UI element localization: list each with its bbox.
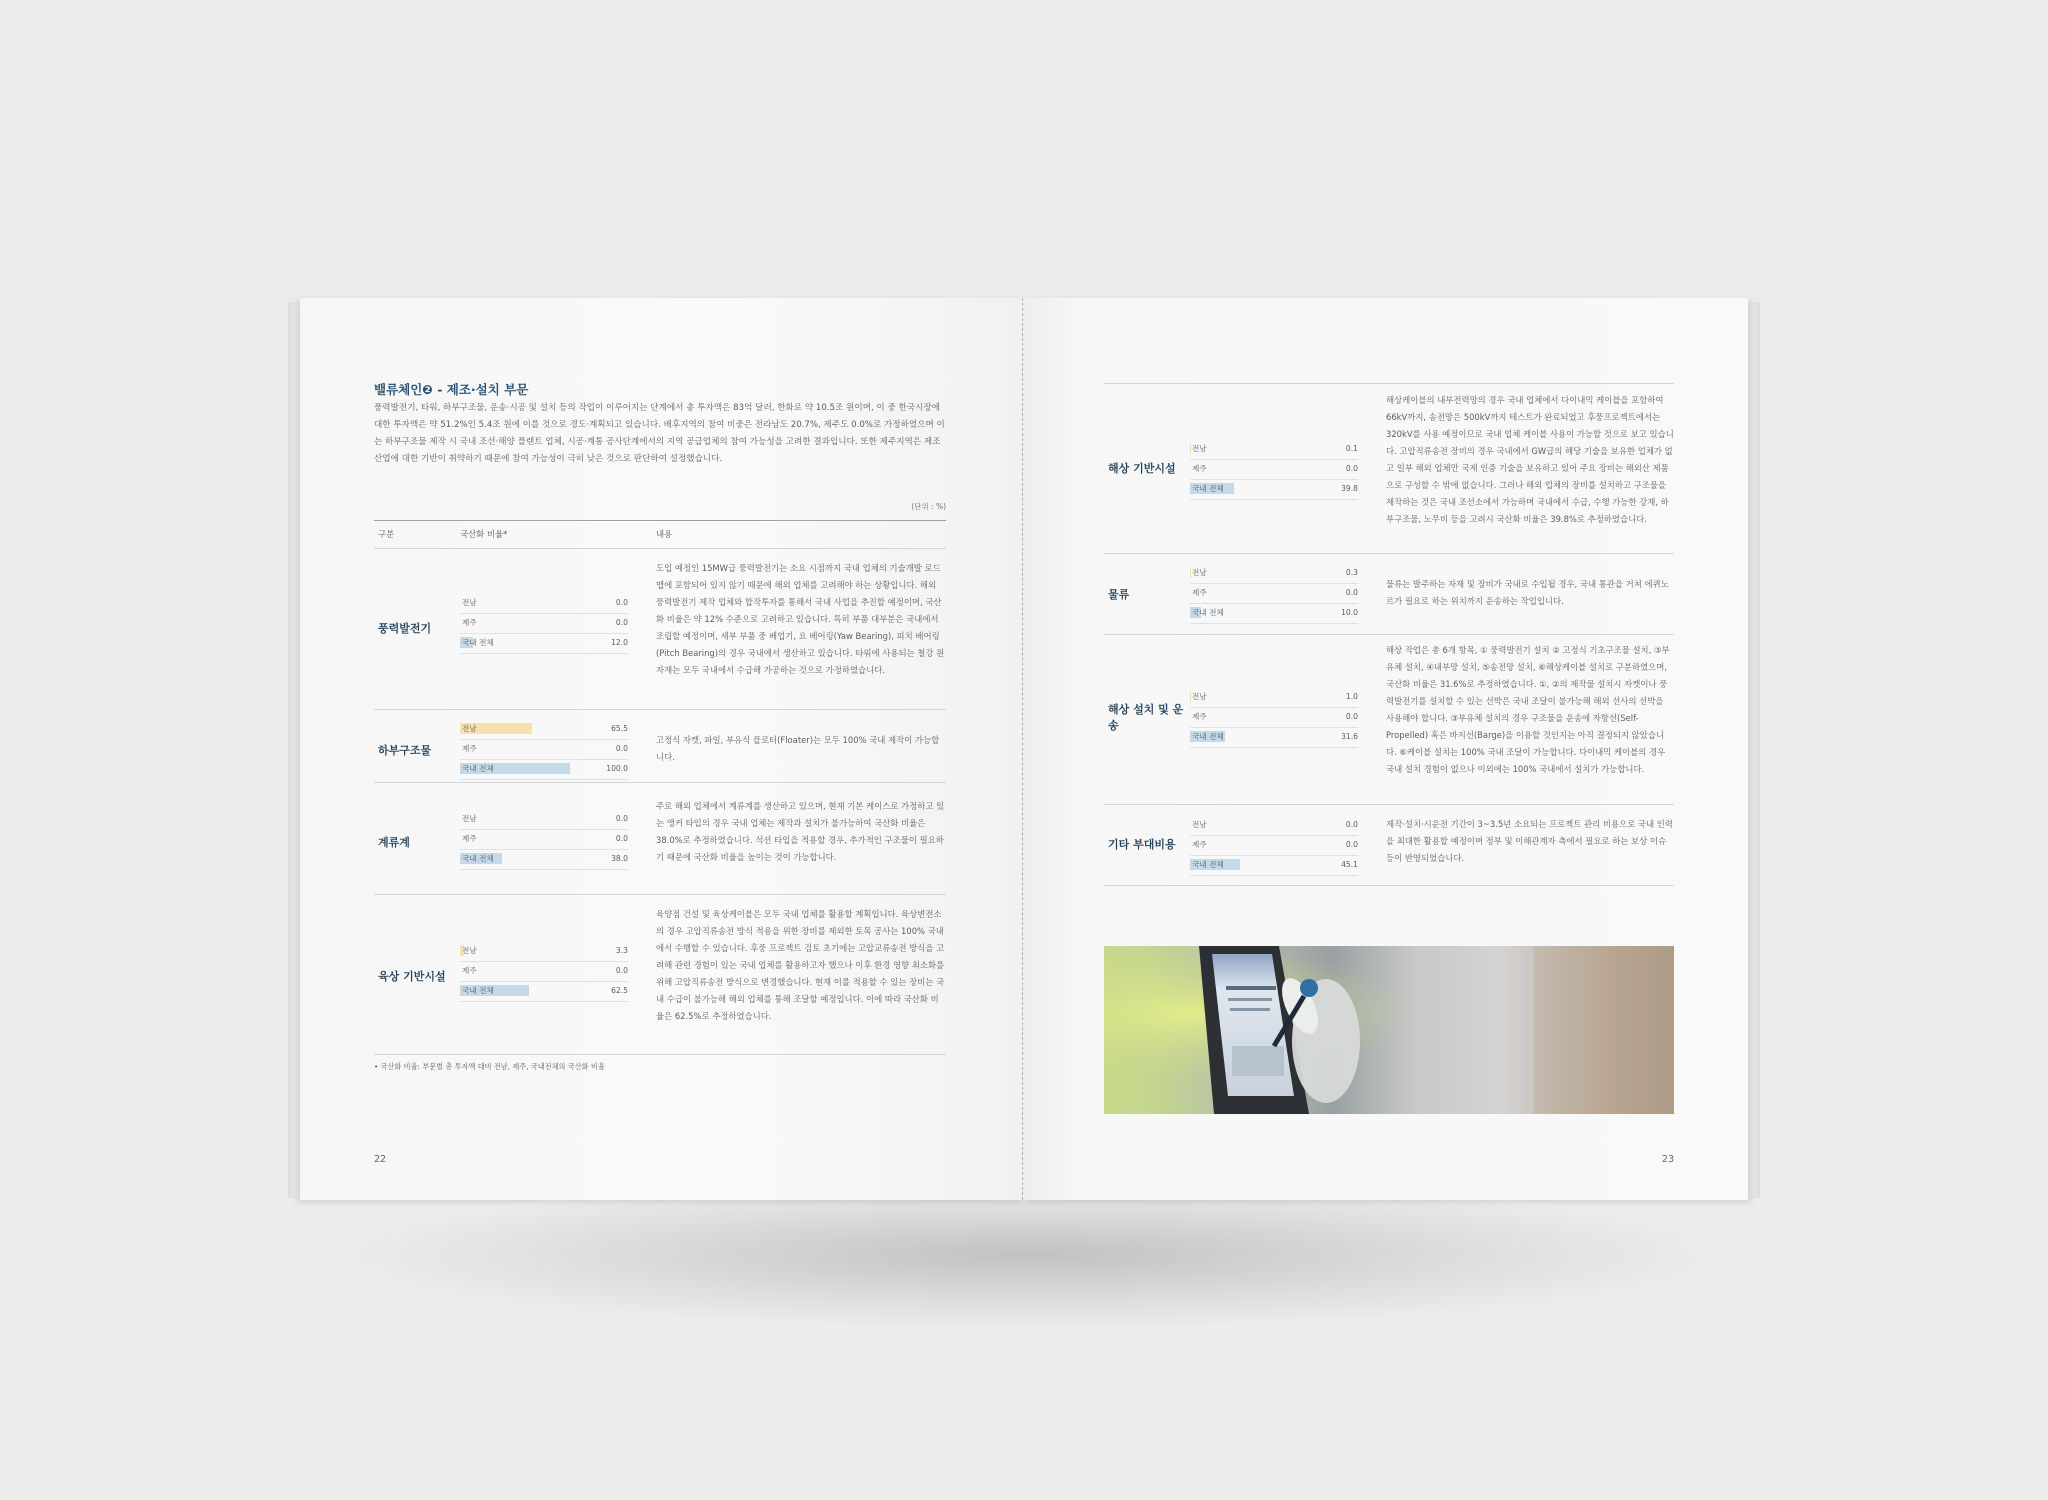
ratio-bar-group bbox=[1190, 688, 1358, 748]
ratio-bar-region: 국내 전체 bbox=[462, 638, 494, 647]
ratio-bar-row bbox=[1190, 728, 1358, 748]
page-number: 22 bbox=[374, 1154, 387, 1165]
ratio-bar-region: 국내 전체 bbox=[462, 764, 494, 773]
header-ratio: 국산화 비율* bbox=[460, 529, 508, 539]
row-description: 제작·설치·시운전 기간이 3~3.5년 소요되는 프로젝트 관리 비용으로 국내 인력을 최대한 활용할 예정이며 정부 및 이해관계자 측에서 필요로 하는 보상 이슈 등이 반영되었습니다. bbox=[1386, 819, 1673, 863]
ratio-bar-row bbox=[1190, 460, 1358, 480]
row-label: 물류 bbox=[1108, 588, 1130, 601]
header-bottom-rule bbox=[374, 548, 946, 549]
ratio-bar-region: 제주 bbox=[1192, 588, 1207, 597]
book-shadow bbox=[330, 1180, 1730, 1330]
ratio-bar-row bbox=[460, 962, 628, 982]
table-bottom-rule bbox=[1104, 885, 1674, 886]
ratio-bar-region: 제주 bbox=[1192, 464, 1207, 473]
ratio-bar-group bbox=[1190, 440, 1358, 500]
ratio-bar-value: 0.0 bbox=[615, 744, 628, 753]
intro-paragraph: 풍력발전기, 타워, 하부구조물, 운송·시공 및 설치 등의 작업이 이루어지는 단계에서 총 투자액은 83억 달러, 한화로 약 10.5조 원이며, 이 중 한국시장에 대한 투자액은 약 51.2%인 5.4조 원에 이를 것으로 경도·계획되고 있습니다. 배후지역의 참여 비중은 전라남도 20.7%, 제주도 0.0%로 가정하였으며 이는 하부구조물 제작 시 국내 조선·해양 플랜트 업체, 시공·계통 공사단계에서의 지역 공급업체의 참여 가능성을 고려한 결과입니다. 또한 제주지역은 제조 산업에 대한 기반이 취약하기 때문에 참여 가능성이 극히 낮은 것으로 판단하여 설정했습니다. bbox=[374, 403, 945, 464]
table-top-rule bbox=[1104, 383, 1674, 384]
unit-label: (단위 : %) bbox=[911, 502, 946, 511]
ratio-bar-row bbox=[1190, 480, 1358, 500]
ratio-bar-region: 국내 전체 bbox=[1192, 732, 1224, 741]
photo-worker-tablet bbox=[1104, 946, 1674, 1114]
ratio-bar-region: 국내 전체 bbox=[462, 986, 494, 995]
row-description: 육양점 건설 및 육상케이블은 모두 국내 업체를 활용할 계획입니다. 육상변전소의 경우 고압직류송전 방식 적용을 위한 장비를 제외한 토목 공사는 100% 국내에서 수행할 수 있습니다. 후풍 프로젝트 검토 초기에는 고압교류송전 방식을 고려해 관련 경험이 있는 국내 업체를 활용하고자 했으나 이후 환경 영향 최소화를 위해 고압직류송전 방식으로 변경했습니다. 현재 이를 적용할 수 있는 장비는 국내 수급이 불가능해 해외 업체를 통해 조달할 예정입니다. 이에 따라 국산화 비율은 62.5%로 추정하였습니다. bbox=[656, 909, 945, 1021]
book-edge-left bbox=[288, 302, 300, 1198]
ratio-bar-value: 0.1 bbox=[1345, 444, 1358, 453]
ratio-bar-region: 제주 bbox=[462, 966, 477, 975]
table-top-rule bbox=[374, 520, 946, 521]
page-title: 밸류체인❷ - 제조·설치 부문 bbox=[374, 382, 529, 397]
ratio-bar-value: 39.8 bbox=[1341, 484, 1358, 493]
ratio-bar-region: 전남 bbox=[1192, 444, 1207, 453]
ratio-bar-region: 제주 bbox=[462, 744, 477, 753]
ratio-bar-region: 제주 bbox=[462, 834, 477, 843]
row-label: 해상 설치 및 운송 bbox=[1108, 703, 1184, 732]
book-gutter bbox=[1022, 298, 1027, 1200]
ratio-bar-fill bbox=[1190, 691, 1191, 702]
ratio-bar-value: 31.6 bbox=[1341, 732, 1358, 741]
ratio-bar-value: 38.0 bbox=[611, 854, 628, 863]
ratio-bar-group bbox=[460, 594, 628, 654]
page-number: 23 bbox=[1661, 1154, 1674, 1165]
ratio-bar-value: 62.5 bbox=[611, 986, 628, 995]
row-description: 주로 해외 업체에서 계류계를 생산하고 있으며, 현재 기본 케이스로 가정하고 있는 앵커 타입의 경우 국내 업체는 제작과 설치가 불가능하여 국산화 비율은 38.0%로 추정하였습니다. 석션 타입을 적용할 경우, 추가적인 구조물이 필요하기 때문에 국산화 비율을 높이는 것이 가능합니다. bbox=[656, 801, 945, 862]
ratio-bar-value: 0.0 bbox=[615, 618, 628, 627]
ratio-bar-value: 0.0 bbox=[1345, 712, 1358, 721]
ratio-bar-row bbox=[460, 942, 628, 962]
ratio-bar-value: 0.0 bbox=[1345, 840, 1358, 849]
ratio-bar-region: 전남 bbox=[1192, 568, 1207, 577]
ratio-bar-region: 전남 bbox=[462, 724, 477, 733]
ratio-bar-value: 0.0 bbox=[615, 966, 628, 975]
ratio-bar-region: 제주 bbox=[1192, 712, 1207, 721]
open-book-spread bbox=[300, 298, 1748, 1200]
row-label: 기타 부대비용 bbox=[1108, 838, 1176, 851]
row-divider bbox=[1104, 804, 1674, 805]
ratio-bar-row bbox=[460, 594, 628, 614]
row-label: 풍력발전기 bbox=[378, 622, 432, 635]
ratio-bar-row bbox=[1190, 856, 1358, 876]
ratio-bar-value: 12.0 bbox=[611, 638, 628, 647]
ratio-bar-region: 전남 bbox=[462, 814, 477, 823]
ratio-bar-group bbox=[460, 720, 628, 780]
ratio-bar-value: 3.3 bbox=[615, 946, 628, 955]
book-edge-right bbox=[1748, 302, 1760, 1198]
ratio-bar-row bbox=[1190, 604, 1358, 624]
ratio-bar-region: 국내 전체 bbox=[1192, 608, 1224, 617]
row-divider bbox=[1104, 553, 1674, 554]
ratio-bar-value: 0.0 bbox=[615, 814, 628, 823]
row-divider bbox=[374, 782, 946, 783]
ratio-bar-region: 전남 bbox=[462, 598, 477, 607]
ratio-bar-row bbox=[460, 720, 628, 740]
ratio-bar-row bbox=[460, 634, 628, 654]
ratio-bar-group bbox=[460, 810, 628, 870]
ratio-bar-value: 0.0 bbox=[1345, 820, 1358, 829]
row-label: 계류계 bbox=[378, 836, 410, 849]
ratio-bar-group bbox=[1190, 816, 1358, 876]
ratio-bar-value: 0.0 bbox=[615, 834, 628, 843]
row-description: 해상 작업은 총 6개 항목, ① 풍력발전기 설치 ② 고정식 기초구조물 설치, ③부유체 설치, ④내부망 설치, ⑤송전망 설치, ⑥해상케이블 설치로 구분하였으며, 국산화 비율은 31.6%로 추정하였습니다. ①, ②의 제작물 설치시 자켓이나 풍력발전기를 설치할 수 있는 선박은 국내 조달이 불가능해 해외 선사의 선박을 사용해야 합니다. ③부유체 설치의 경우 구조물을 운송에 자항선(Self-Propelled) 혹은 바지선(Barge)을 이용할 것인지는 아직 결정되지 않았습니다. ⑥케이블 설치는 100% 국내 조달이 가능합니다. 다이내믹 케이블의 경우 국내 설치 경험이 없으나 이외에는 100% 국내에서 설치가 가능합니다. bbox=[1386, 645, 1670, 774]
ratio-bar-row bbox=[460, 740, 628, 760]
photo-illustration bbox=[1104, 946, 1674, 1114]
ratio-bar-row bbox=[460, 614, 628, 634]
ratio-bar-region: 국내 전체 bbox=[1192, 484, 1224, 493]
ratio-bar-row bbox=[460, 830, 628, 850]
ratio-bar-region: 전남 bbox=[1192, 692, 1207, 701]
ratio-bar-row bbox=[460, 760, 628, 780]
row-divider bbox=[374, 894, 946, 895]
ratio-bar-group bbox=[460, 942, 628, 1002]
ratio-bar-value: 10.0 bbox=[1341, 608, 1358, 617]
ratio-bar-value: 1.0 bbox=[1345, 692, 1358, 701]
ratio-bar-row bbox=[1190, 584, 1358, 604]
ratio-bar-row bbox=[460, 810, 628, 830]
ratio-bar-row bbox=[1190, 688, 1358, 708]
ratio-bar-value: 65.5 bbox=[611, 724, 628, 733]
ratio-bar-row bbox=[1190, 564, 1358, 584]
ratio-bar-region: 전남 bbox=[1192, 820, 1207, 829]
ratio-bar-region: 국내 전체 bbox=[1192, 860, 1224, 869]
table-bottom-rule bbox=[374, 1054, 946, 1055]
ratio-bar-row bbox=[460, 982, 628, 1002]
row-description: 도입 예정인 15MW급 풍력발전기는 소요 시점까지 국내 업체의 기술개발 로드맵에 포함되어 있지 않기 때문에 해외 업체를 고려해야 하는 상황입니다. 해외 풍력발전기 제작 업체와 합작투자를 통해서 국내 사업을 추진할 예정이며, 국산화 비율은 약 12% 수준으로 고려하고 있습니다. 특히 부품 대부분은 국내에서 조립할 예정이며, 세부 부품 중 베업기, 요 베어링(Yaw Bearing), 피치 베어링(Pitch Bearing)의 경우 국내에서 생산하고 있습니다. 타워에 사용되는 철강 원자재는 모두 국내에서 수급해 가공하는 것으로 가정하였습니다. bbox=[656, 563, 945, 675]
header-category: 구분 bbox=[378, 529, 395, 539]
ratio-bar-region: 제주 bbox=[1192, 840, 1207, 849]
ratio-bar-row bbox=[1190, 816, 1358, 836]
ratio-bar-row bbox=[1190, 708, 1358, 728]
ratio-bar-group bbox=[1190, 564, 1358, 624]
ratio-bar-value: 100.0 bbox=[606, 764, 628, 773]
footnote: • 국산화 비율: 부문별 총 투자액 대비 전남, 제주, 국내전체의 국산화 비율 bbox=[374, 1062, 605, 1071]
row-label: 육상 기반시설 bbox=[378, 970, 446, 983]
ratio-bar-value: 0.0 bbox=[1345, 464, 1358, 473]
row-label: 해상 기반시설 bbox=[1108, 462, 1176, 475]
ratio-bar-value: 0.0 bbox=[1345, 588, 1358, 597]
ratio-bar-value: 45.1 bbox=[1341, 860, 1358, 869]
ratio-bar-row bbox=[460, 850, 628, 870]
header-content: 내용 bbox=[656, 529, 673, 539]
left-page bbox=[300, 298, 1024, 1200]
ratio-bar-value: 0.3 bbox=[1345, 568, 1358, 577]
ratio-bar-region: 국내 전체 bbox=[462, 854, 494, 863]
row-description: 물류는 발주하는 자재 및 장비가 국내로 수입될 경우, 국내 통관을 거쳐 에퀴노르가 필요로 하는 위치까지 운송하는 작업입니다. bbox=[1386, 579, 1669, 606]
right-page bbox=[1024, 298, 1748, 1200]
ratio-bar-value: 0.0 bbox=[615, 598, 628, 607]
ratio-bar-region: 전남 bbox=[462, 946, 477, 955]
row-divider bbox=[374, 709, 946, 710]
row-description: 해상케이블의 내부전력망의 경우 국내 업체에서 다이내믹 케이블을 포함하여 66kV까지, 송전망은 500kV까지 테스트가 완료되었고 후풍프로젝트에서는 320kV를 사용 예정이므로 국내 업체 케이블 사용이 가능할 것으로 보고 있습니다. 고압직류송전 장비의 경우 국내에서 GW급의 해당 기술을 보유한 업체가 없고 일부 해외 업체만 국제 인증 기술을 보유하고 있어 주요 장비는 해외산 제품으로 구성할 수 밖에 없습니다. 그러나 해외 업체의 장비를 설치하고 구조물을 제작하는 것은 국내 조선소에서 가능하며 국내에서 수급, 수행 가능한 강재, 하부구조물, 노무비 등을 고려시 국산화 비율은 39.8%로 추정하였습니다. bbox=[1386, 395, 1674, 524]
ratio-bar-row bbox=[1190, 440, 1358, 460]
row-description: 고정식 자켓, 파일, 부유식 플로터(Floater)는 모두 100% 국내 제작이 가능합니다. bbox=[656, 735, 940, 762]
row-divider bbox=[1104, 634, 1674, 635]
ratio-bar-row bbox=[1190, 836, 1358, 856]
ratio-bar-region: 제주 bbox=[462, 618, 477, 627]
row-label: 하부구조물 bbox=[378, 744, 432, 757]
